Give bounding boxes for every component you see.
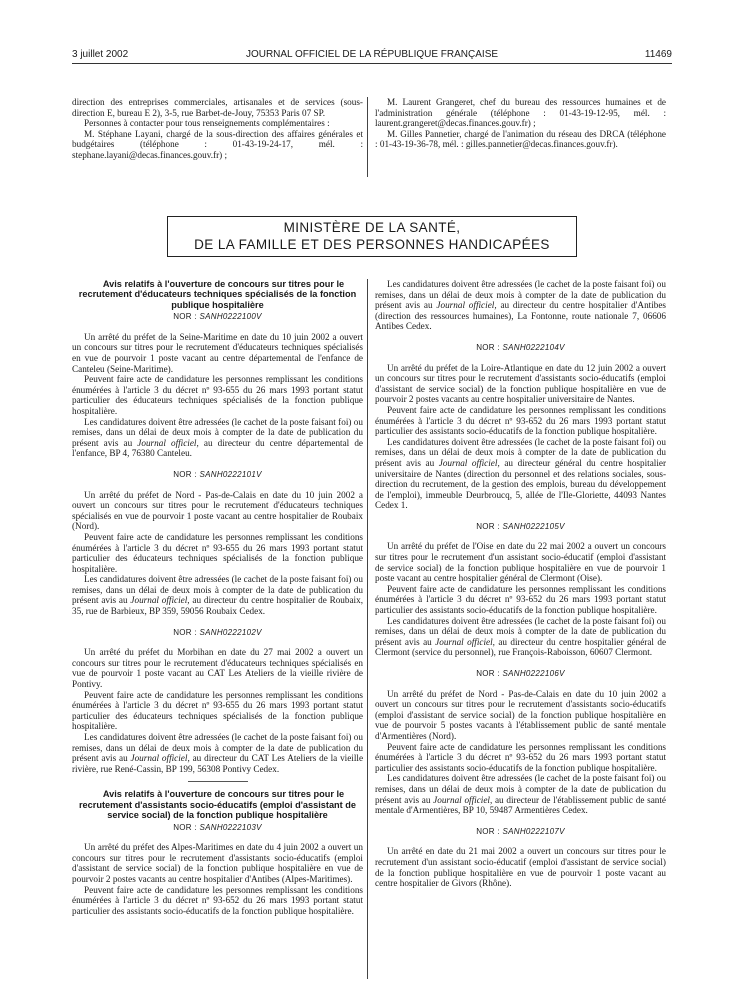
section-title: Avis relatifs à l'ouverture de concours sur titres pour le recrutement d'assistants socio-éducatifs (emploi d'assistant de service social) de la fonction publique hospitalière [78,789,356,821]
paragraph: Un arrêté du préfet de Nord - Pas-de-Calais en date du 10 juin 2002 a ouvert un concours sur titres pour le recrutement d'éducateurs techniques spécialisés en vue de pourvoir 1 poste vacant au centre hospitalier de Roubaix (Nord). [72,489,363,532]
nor-reference: NOR : SANH0222106V [476,669,565,678]
paragraph: Un arrêté du préfet des Alpes-Maritimes en date du 4 juin 2002 a ouvert un concours sur titres pour le recrutement d'assistants socio-éducatifs (emploi d'assistant de service social) de la fonction publique hospitalière en vue de pourvoir 2 postes vacants au centre hospitalier d'Antibes (Alpes-Maritimes). [72,842,363,884]
paragraph: Un arrêté du préfet de la Seine-Maritime en date du 10 juin 2002 a ouvert un concours sur titres pour le recrutement d'éducateurs techniques spécialisés en vue de pourvoir 1 poste vacant au centre départemental de l'enfance de Canteleu (Seine-Maritime). [72,331,363,374]
top-right-column [375,97,666,150]
paragraph: Un arrêté du préfet du Morbihan en date du 27 mai 2002 a ouvert un concours sur titres pour le recrutement d'éducateurs techniques spécialisés en vue de pourvoir 1 poste vacant au CAT Les Ateliers de la vieille rivière de Pontivy. [72,647,363,690]
separator-rule [188,781,248,782]
paragraph: direction des entreprises commerciales, artisanales et de services (sous-direction E, bureau E 2), 3-5, rue Barbet-de-Jouy, 75353 Paris 07 SP. [72,97,363,118]
paragraph: Peuvent faire acte de candidature les personnes remplissant les conditions énumérées à l'article 3 du décret nº 93-655 du 26 mars 1993 portant statut particulier des éducateurs techniques spécialisés de la fonction publique hospitalière. [72,531,363,574]
paragraph: Peuvent faire acte de candidature les personnes remplissant les conditions énumérées à l'article 3 du décret nº 93-655 du 26 mars 1993 portant statut particulier des éducateurs techniques spécialisés de la fonction publique hospitalière. [72,374,363,416]
paragraph: Peuvent faire acte de candidature les personnes remplissant les conditions énumérées à l'article 3 du décret nº 93-652 du 26 mars 1993 portant statut particulier des assistants socio-éducatifs de la fonction publique hospitalière. [375,741,666,773]
paragraph: Les candidatures doivent être adressées (le cachet de la poste faisant foi) ou remises, dans un délai de deux mois à compter de la date de publication du présent avis au Journal officiel, au directeur du centre départemental de l'enfance, BP 4, 76380 Canteleu. [72,416,363,459]
paragraph: Un arrêté en date du 21 mai 2002 a ouvert un concours sur titres pour le recrutement d'un assistant socio-éducatif (emploi d'assistant de service social) de la fonction publique hospitalière en vue de pourvoir 1 poste vacant au centre hospitalier de Givors (Rhône). [375,846,666,889]
left-column [72,279,363,916]
paragraph: Les candidatures doivent être adressées (le cachet de la poste faisant foi) ou remises, dans un délai de deux mois à compter de la date de publication du présent avis au Journal officiel, au directeur du centre hospitalier de Roubaix, 35, rue de Barbieux, BP 359, 59056 Roubaix Cedex. [72,574,363,617]
paragraph: M. Gilles Pannetier, chargé de l'animation du réseau des DRCA (téléphone : 01-43-19-36-78, mél. : gilles.pannetier@decas.finances.gouv.fr). [375,128,666,150]
nor-reference: NOR : SANH0222101V [173,469,262,479]
nor-code: SANH0222105V [502,521,565,531]
column-divider [367,97,368,177]
nor-reference: NOR : SANH0222103V [173,822,262,832]
nor-reference: NOR : SANH0222102V [173,627,262,637]
page-number: 11469 [644,49,672,60]
ministry-heading [167,216,577,257]
paragraph: M. Stéphane Layani, chargé de la sous-direction des affaires générales et budgétaires (téléphone : 01-43-19-24-17, mél. : stephane.layani@decas.finances.gouv.fr) ; [72,128,363,160]
nor-code: SANH0222100V [199,312,262,322]
nor-code: SANH0222101V [199,469,262,479]
journal-title: JOURNAL OFFICIEL DE LA RÉPUBLIQUE FRANÇAISE [245,49,499,60]
nor-reference: NOR : SANH0222104V [476,342,565,352]
nor-code: SANH0222104V [502,342,565,352]
nor-reference: NOR : SANH0222100V [173,312,262,322]
paragraph: Les candidatures doivent être adressées (le cachet de la poste faisant foi) ou remises, dans un délai de deux mois à compter de la date de publication du présent avis au Journal officiel, au directeur du centre hospitalier général de Clermont (service du personnel), rue François-Raboisson, 60607 Clermont. [375,615,667,658]
paragraph: Peuvent faire acte de candidature les personnes remplissant les conditions énumérées à l'article 3 du décret nº 93-652 du 26 mars 1993 portant statut particulier des assistants socio-éducatifs de la fonction publique hospitalière. [375,404,666,437]
column-divider [367,279,368,979]
right-column [375,279,666,889]
paragraph: Peuvent faire acte de candidature les personnes remplissant les conditions énumérées à l'article 3 du décret nº 93-652 du 26 mars 1993 portant statut particulier des assistants socio-éducatifs de la fonction publique hospitalière. [72,884,363,916]
paragraph: Peuvent faire acte de candidature les personnes remplissant les conditions énumérées à l'article 3 du décret nº 93-652 du 26 mars 1993 portant statut particulier des assistants socio-éducatifs de la fonction publique hospitalière. [375,583,666,616]
ministry-line-1: MINISTÈRE DE LA SANTÉ, [283,220,461,235]
paragraph: Les candidatures doivent être adressées (le cachet de la poste faisant foi) ou remises, dans un délai de deux mois à compter de la date de publication du présent avis au Journal officiel, au directeur général du centre hospitalier universitaire de Nantes (direction du personnel et des relations sociales, sous-direction du recrutement, de la gestion des emplois, bureau du développement de l'emploi), immeuble Deurbroucq, 5, allée de l'Ile-Gloriette, 44093 Nantes Cedex 1. [375,436,667,511]
paragraph: Personnes à contacter pour tous renseignements complémentaires : [84,118,330,129]
nor-code: SANH0222107V [502,826,565,836]
paragraph: Les candidatures doivent être adressées (le cachet de la poste faisant foi) ou remises, dans un délai de deux mois à compter de la date de publication du présent avis au Journal officiel, au directeur de l'établissement public de santé mentale d'Armentières, BP 10, 59487 Armentières Cedex. [375,773,666,816]
nor-code: SANH0222102V [199,627,262,637]
page-header [72,49,672,64]
paragraph: Les candidatures doivent être adressées (le cachet de la poste faisant foi) ou remises, dans un délai de deux mois à compter de la date de publication du présent avis au Journal officiel, au directeur du centre hospitalier d'Antibes (direction des ressources humaines), La Fontonne, route nationale 7, 06606 Antibes Cedex. [375,279,667,332]
nor-code: SANH0222103V [199,822,262,832]
nor-reference: NOR : SANH0222107V [476,826,565,836]
paragraph: Peuvent faire acte de candidature les personnes remplissant les conditions énumérées à l'article 3 du décret nº 93-655 du 26 mars 1993 portant statut particulier des éducateurs techniques spécialisés de la fonction publique hospitalière. [72,689,363,732]
top-left-column [72,97,363,161]
ministry-line-2: DE LA FAMILLE ET DES PERSONNES HANDICAPÉES [194,237,550,252]
paragraph: M. Laurent Grangeret, chef du bureau des ressources humaines et de l'administration générale (téléphone : 01-43-19-12-95, mél. : laurent.grangeret@decas.finances.gouv.fr) ; [375,97,666,129]
section-title: Avis relatifs à l'ouverture de concours sur titres pour le recrutement d'éducateurs techniques spécialisés de la fonction publique hospitalière [78,279,357,310]
paragraph: Un arrêté du préfet de l'Oise en date du 22 mai 2002 a ouvert un concours sur titres pour le recrutement d'un assistant socio-éducatif (emploi d'assistant de service social) de la fonction publique hospitalière en vue de pourvoir 1 poste vacant au centre hospitalier général de Clermont (Oise). [375,541,666,584]
nor-reference: NOR : SANH0222105V [476,521,565,531]
paragraph: Un arrêté du préfet de la Loire-Atlantique en date du 12 juin 2002 a ouvert un concours sur titres pour le recrutement d'assistants socio-éducatifs (emploi d'assistant de service social) de la fonction publique hospitalière en vue de pourvoir 2 postes vacants au centre hospitalier universitaire de Nantes. [375,362,666,405]
header-date: 3 juillet 2002 [72,49,129,60]
paragraph: Les candidatures doivent être adressées (le cachet de la poste faisant foi) ou remises, dans un délai de deux mois à compter de la date de publication du présent avis au Journal officiel, au directeur du CAT Les Ateliers de la vieille rivière, rue René-Cassin, BP 199, 56308 Pontivy Cedex. [72,732,364,774]
nor-code: SANH0222106V [502,669,565,678]
paragraph: Un arrêté du préfet de Nord - Pas-de-Calais en date du 10 juin 2002 a ouvert un concours sur titres pour le recrutement d'assistants socio-éducatifs (emploi d'assistant de service social) de la fonction publique hospitalière en vue de pourvoir 5 postes vacants à l'établissement public de santé mentale d'Armentières (Nord). [375,688,666,741]
